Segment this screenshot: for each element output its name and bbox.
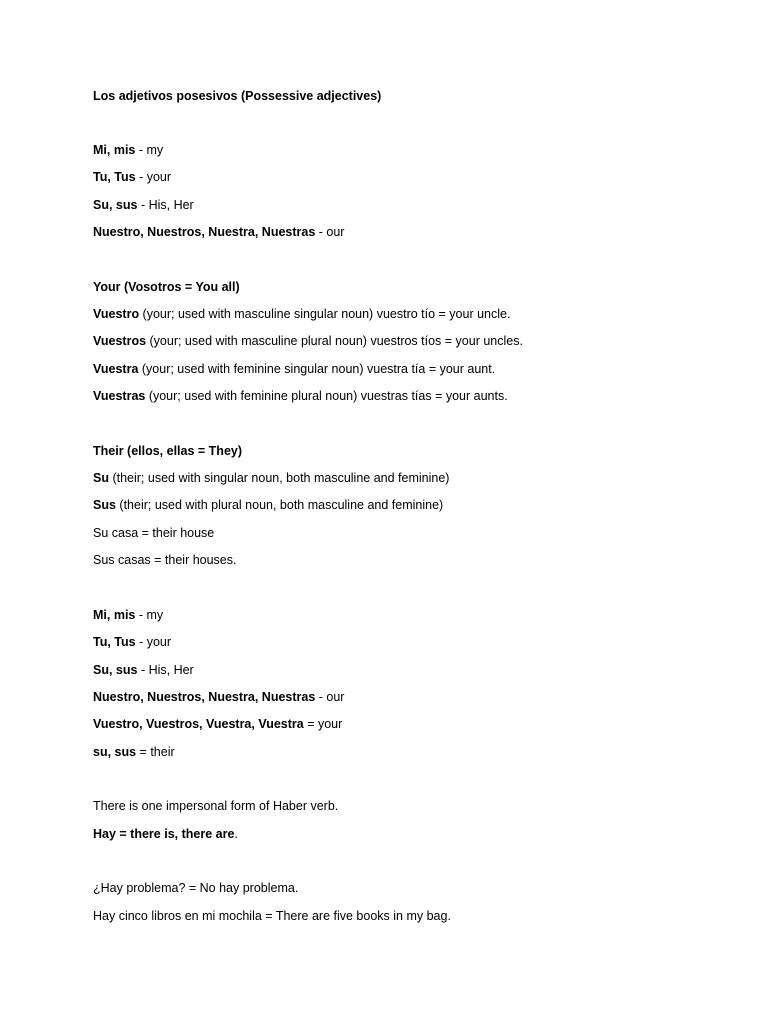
term: Hay = there is, there are <box>93 827 235 841</box>
meaning: - our <box>315 690 345 704</box>
term: Vuestro, Vuestros, Vuestra, Vuestra <box>93 717 304 731</box>
possessive-line-mi <box>93 142 163 158</box>
term: Sus <box>93 498 116 512</box>
example-text: Hay cinco libros en mi mochila = There are five books in my bag. <box>93 909 451 923</box>
meaning: - your <box>135 170 172 184</box>
meaning: - my <box>135 143 164 157</box>
explanation: (your; used with feminine plural noun) vuestras tías = your aunts. <box>145 389 508 403</box>
summary-line-mi <box>93 607 163 623</box>
meaning: = their <box>136 745 175 759</box>
summary-line-su-their <box>93 744 175 760</box>
meaning: - your <box>135 635 172 649</box>
their-heading <box>93 443 242 459</box>
example-text: Sus casas = their houses. <box>93 553 237 567</box>
term: Su, sus <box>93 198 138 212</box>
vosotros-line-vuestras <box>93 388 508 404</box>
possessive-line-nuestro <box>93 224 344 240</box>
meaning: - our <box>315 225 345 239</box>
possessive-line-tu <box>93 169 171 185</box>
vosotros-line-vuestra <box>93 361 495 377</box>
term: Vuestra <box>93 362 139 376</box>
title-text: Los adjetivos posesivos (Possessive adjectives) <box>93 89 382 103</box>
example-text: ¿Hay problema? = No hay problema. <box>93 881 299 895</box>
explanation: (their; used with plural noun, both masculine and feminine) <box>115 498 444 512</box>
example-text: Su casa = their house <box>93 526 215 540</box>
summary-line-su <box>93 662 194 678</box>
term: Su <box>93 471 109 485</box>
their-line-su <box>93 470 449 486</box>
haber-definition <box>93 826 238 842</box>
term: Vuestras <box>93 389 146 403</box>
summary-line-tu <box>93 634 171 650</box>
explanation: (your; used with masculine singular noun) vuestro tío = your uncle. <box>139 307 511 321</box>
meaning: - His, Her <box>137 663 194 677</box>
meaning: - my <box>135 608 164 622</box>
meaning: = your <box>303 717 343 731</box>
paragraph-text: There is one impersonal form of Haber verb. <box>93 799 339 813</box>
term: Mi, mis <box>93 608 136 622</box>
term: Vuestros <box>93 334 147 348</box>
haber-example-libros <box>93 908 451 924</box>
possessive-line-su <box>93 197 194 213</box>
term: Vuestro <box>93 307 140 321</box>
vosotros-heading <box>93 279 240 295</box>
heading-text: Your (Vosotros = You all) <box>93 280 240 294</box>
vosotros-line-vuestro <box>93 306 510 322</box>
summary-line-nuestro <box>93 689 344 705</box>
explanation: (your; used with feminine singular noun) vuestra tía = your aunt. <box>138 362 496 376</box>
vosotros-line-vuestros <box>93 333 523 349</box>
term: Tu, Tus <box>93 170 136 184</box>
their-line-sus <box>93 497 443 513</box>
their-example-sus-casas <box>93 552 236 568</box>
haber-intro <box>93 798 338 814</box>
explanation: (their; used with singular noun, both masculine and feminine) <box>108 471 450 485</box>
term: Su, sus <box>93 663 138 677</box>
term: su, sus <box>93 745 137 759</box>
term: Nuestro, Nuestros, Nuestra, Nuestras <box>93 225 316 239</box>
their-example-su-casa <box>93 525 214 541</box>
term: Mi, mis <box>93 143 136 157</box>
document-title <box>93 88 381 104</box>
explanation: (your; used with masculine plural noun) vuestros tíos = your uncles. <box>146 334 523 348</box>
term: Nuestro, Nuestros, Nuestra, Nuestras <box>93 690 316 704</box>
haber-example-problema <box>93 880 298 896</box>
heading-text: Their (ellos, ellas = They) <box>93 444 243 458</box>
punctuation: . <box>234 827 238 841</box>
summary-line-vuestro <box>93 716 342 732</box>
meaning: - His, Her <box>137 198 194 212</box>
term: Tu, Tus <box>93 635 136 649</box>
